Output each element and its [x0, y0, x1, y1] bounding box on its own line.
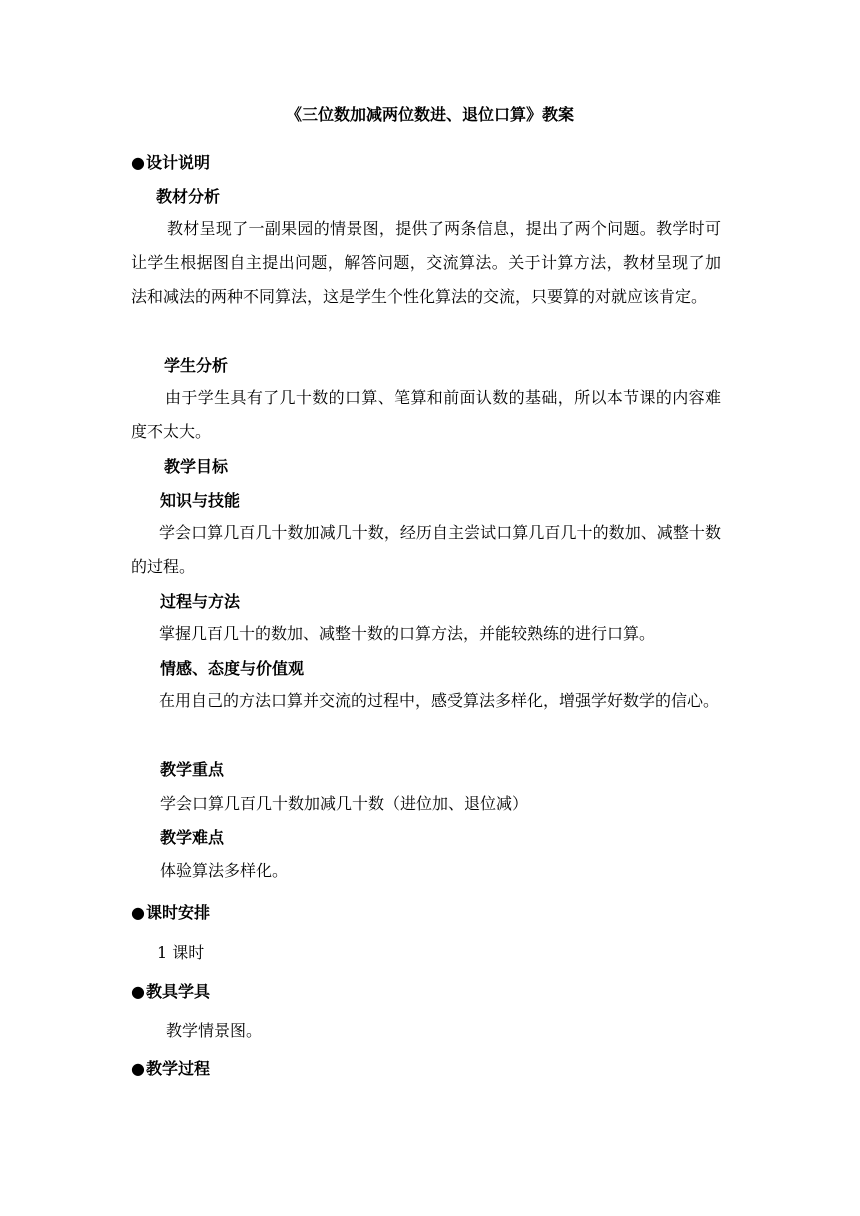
paragraph-knowledge-skills: 学会口算几百几十数加减几十数，经历自主尝试口算几百几十的数加、减整十数的过程。	[131, 523, 721, 576]
heading-emotion-values: 情感、态度与价值观	[160, 659, 305, 678]
section-tools	[131, 982, 210, 1002]
heading-teaching-goals: 教学目标	[164, 457, 229, 476]
section-design	[131, 153, 210, 173]
bullet-icon: ●	[131, 1059, 145, 1078]
text-key-point: 学会口算几百几十数加减几十数（进位加、退位减）	[160, 794, 529, 813]
bullet-icon: ●	[131, 153, 145, 172]
paragraph-textbook-analysis: 教材呈现了一副果园的情景图，提供了两条信息，提出了两个问题。教学时可让学生根据图自主提出问题，解答问题，交流算法。关于计算方法，教材呈现了加法和减法的两种不同算法，这是学生个性化算法的交流，只要算的对就应该肯定。	[131, 219, 721, 306]
section-schedule	[131, 903, 210, 923]
section-tools-label: 教具学具	[145, 982, 210, 1001]
paragraph-emotion-values: 在用自己的方法口算并交流的过程中，感受算法多样化，增强学好数学的信心。	[159, 691, 720, 710]
heading-textbook-analysis: 教材分析	[156, 187, 221, 206]
heading-key-point: 教学重点	[160, 760, 225, 779]
text-difficulty: 体验算法多样化。	[160, 861, 289, 880]
heading-knowledge-skills: 知识与技能	[160, 491, 241, 510]
section-process	[131, 1059, 210, 1079]
section-process-label: 教学过程	[145, 1059, 210, 1078]
section-schedule-label: 课时安排	[145, 903, 210, 922]
paragraph-process-method: 掌握几百几十的数加、减整十数的口算方法，并能较熟练的进行口算。	[159, 624, 656, 643]
heading-student-analysis: 学生分析	[164, 356, 229, 375]
heading-process-method: 过程与方法	[160, 592, 241, 611]
bullet-icon: ●	[131, 982, 145, 1001]
text-tools: 教学情景图。	[166, 1021, 263, 1040]
document-title: 《三位数加减两位数进、退位口算》教案	[285, 105, 574, 124]
section-design-label: 设计说明	[145, 153, 210, 172]
bullet-icon: ●	[131, 903, 145, 922]
heading-difficulty: 教学难点	[160, 828, 225, 847]
paragraph-student-analysis: 由于学生具有了几十数的口算、笔算和前面认数的基础，所以本节课的内容难度不太大。	[131, 388, 721, 441]
text-schedule: 1 课时	[157, 943, 205, 962]
